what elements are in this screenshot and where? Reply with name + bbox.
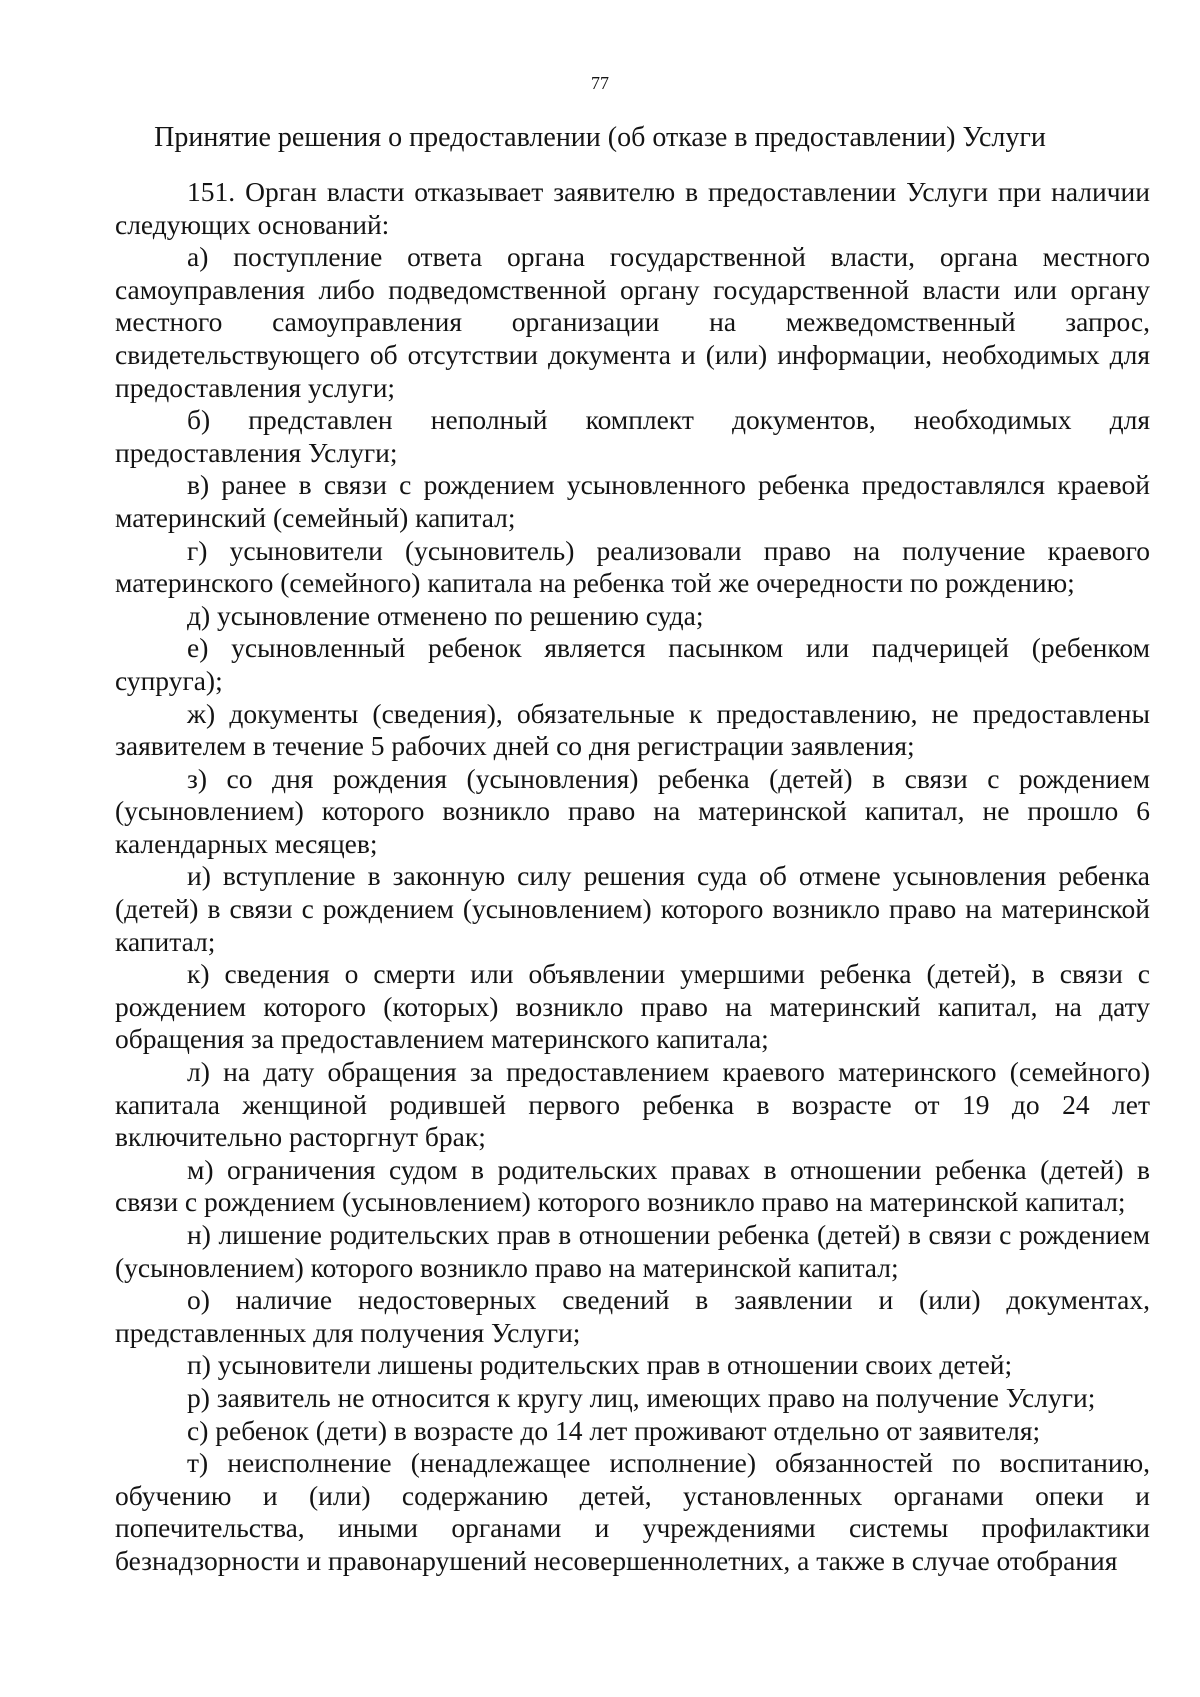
list-item-o: о) наличие недостоверных сведений в заявлении и (или) документах, представленных для получения Услуги; xyxy=(115,1284,1150,1348)
list-item-l: л) на дату обращения за предоставлением краевого материнского (семейного) капитала женщиной родившей первого ребенка в возрасте от 19 до 24 лет включительно расторгнут брак; xyxy=(115,1056,1150,1153)
list-item-zh: ж) документы (сведения), обязательные к предоставлению, не предоставлены заявителем в течение 5 рабочих дней со дня регистрации заявления; xyxy=(115,697,1150,762)
list-item-d: д) усыновление отменено по решению суда; xyxy=(187,599,704,631)
list-item-i: и) вступление в законную силу решения суда об отмене усыновления ребенка (детей) в связи с рождением (усыновлением) которого возникло право на материнской капитал; xyxy=(115,860,1150,957)
list-item-s: с) ребенок (дети) в возрасте до 14 лет проживают отдельно от заявителя; xyxy=(187,1414,1041,1446)
list-item-b: б) представлен неполный комплект документов, необходимых для предоставления Услуги; xyxy=(115,404,1150,468)
list-item-a: а) поступление ответа органа государственной власти, органа местного самоуправления либо подведомственной органу государственной власти или органу местного самоуправления организации на межведомственный запрос, свидетельствующего об отсутствии документа и (или) информации, необходимых для предоставления услуги; xyxy=(115,241,1150,403)
list-item-z: з) со дня рождения (усыновления) ребенка (детей) в связи с рождением (усыновлением) которого возникло право на материнской капитал, не прошло 6 календарных месяцев; xyxy=(115,762,1150,859)
list-item-p: п) усыновители лишены родительских прав в отношении своих детей; xyxy=(187,1349,1013,1381)
list-item-e: е) усыновленный ребенок является пасынком или падчерицей (ребенком супруга); xyxy=(115,632,1150,696)
section-heading: Принятие решения о предоставлении (об отказе в предоставлении) Услуги xyxy=(154,122,1046,153)
list-item-g: г) усыновители (усыновитель) реализовали право на получение краевого материнского (семейного) капитала на ребенка той же очередности по рождению; xyxy=(115,534,1150,599)
list-item-k: к) сведения о смерти или объявлении умершими ребенка (детей), в связи с рождением которого (которых) возникло право на материнский капитал, на дату обращения за предоставлением материнского капитала; xyxy=(115,958,1150,1055)
list-item-t: т) неисполнение (ненадлежащее исполнение) обязанностей по воспитанию, обучению и (или) содержанию детей, установленных органами опеки и попечительства, иными органами и учреждениями системы профилактики безнадзорности и правонарушений несовершеннолетних, а также в случае отобрания xyxy=(115,1447,1150,1576)
document-body xyxy=(115,176,1150,1578)
list-item-m: м) ограничения судом в родительских правах в отношении ребенка (детей) в связи с рождением (усыновлением) которого возникло право на материнской капитал; xyxy=(115,1153,1150,1218)
list-item-v: в) ранее в связи с рождением усыновленного ребенка предоставлялся краевой материнский (семейный) капитал; xyxy=(115,469,1150,533)
list-item-n: н) лишение родительских прав в отношении ребенка (детей) в связи с рождением (усыновлением) которого возникло право на материнской капитал; xyxy=(115,1219,1150,1283)
page-number: 77 xyxy=(591,73,609,93)
paragraph-151: 151. Орган власти отказывает заявителю в предоставлении Услуги при наличии следующих оснований: xyxy=(115,176,1150,240)
list-item-r: р) заявитель не относится к кругу лиц, имеющих право на получение Услуги; xyxy=(187,1381,1096,1413)
